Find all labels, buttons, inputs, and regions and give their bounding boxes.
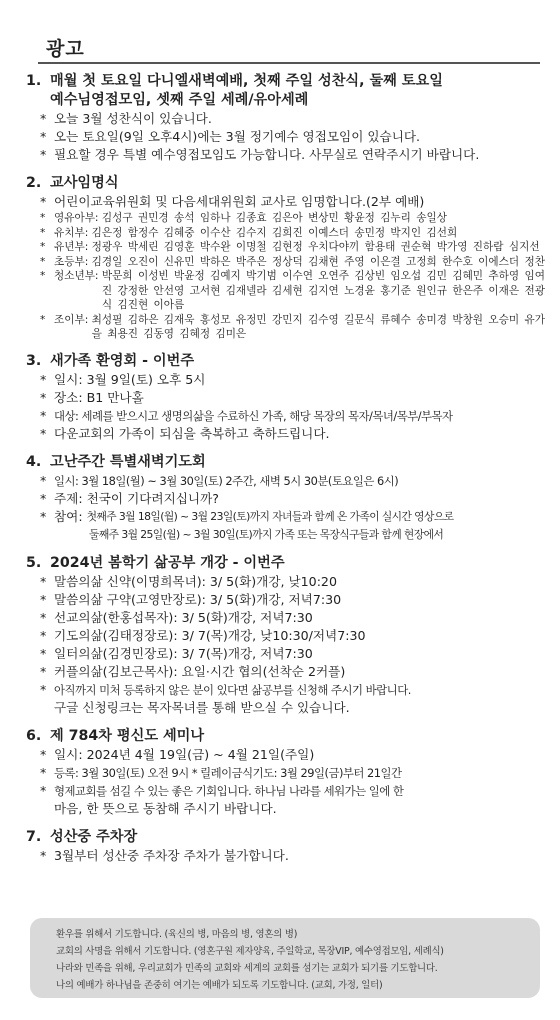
- join-label: 참여:: [54, 508, 83, 524]
- section-number: 6.: [26, 727, 42, 744]
- list-item: * 커플의삶(김보근목사): 요일·시간 협의(선착순 2커플): [40, 663, 346, 679]
- list-item: * 기도의삶(김태정장로): 3/ 7(목)개강, 낮10:30/저녁7:30: [40, 627, 366, 643]
- bullet-icon: *: [40, 313, 46, 326]
- group-names: 정광우 박세린 김영훈 박수완 이명철 김현정 우치다야끼 함용태 권순혁 박가영 진하람 심지선: [91, 241, 540, 253]
- group-label: 조이부:: [54, 313, 89, 326]
- bullet-icon: *: [40, 627, 47, 643]
- prayer-line: 나라와 민족을 위해, 우리교회가 민족의 교회와 세계의 교회를 섬기는 교회가 되기를 기도합니다.: [56, 963, 438, 974]
- section-title: 성산중 주차장: [50, 828, 138, 845]
- section-title: 매월 첫 토요일 다니엘새벽예배, 첫째 주일 성찬식, 둘째 토요일: [50, 73, 443, 89]
- group-names: 김경일 오진이 신유민 박하은 박주은 정상덕 김채현 주영 이은결 고정희 한수호 이에스더 정찬: [91, 255, 545, 268]
- bullet-icon: *: [40, 508, 47, 524]
- teacher-group: [26, 211, 546, 226]
- bullet-icon: *: [40, 847, 47, 863]
- list-item: * 참여: 첫째주 3월 18일(월) ~ 3월 23일(토)까지 자녀들과 함께 온 가족이 실시간 영상으로: [40, 508, 454, 524]
- list-item-cont: 둘째주 3월 25일(월) ~ 3월 30일(토)까지 가족 또는 목장식구들과 함께 현장에서: [89, 527, 444, 541]
- list-item: * 다운교회의 가족이 되심을 축복하고 축하드립니다.: [40, 425, 330, 441]
- group-names: 김성구 권민경 송석 임하나 김종효 김은아 변상민 황윤정 김누리 송일상: [101, 212, 447, 224]
- bullet-icon: *: [40, 782, 47, 798]
- bullet-icon: *: [40, 255, 46, 268]
- prayer-line: 교회의 사명을 위해서 기도합니다. (영혼구원 제자양육, 주일학교, 목장VIP, 예수영접모임, 세례식): [56, 946, 444, 957]
- list-item: * 선교의삶(한홍섭목자): 3/ 5(화)개강, 저녁7:30: [40, 609, 313, 625]
- section-parking: [26, 828, 546, 865]
- list-item: * 일시: 2024년 4월 19일(금) ~ 4월 21일(주일): [40, 746, 315, 762]
- group-label: 청소년부:: [54, 270, 99, 282]
- teacher-group: [26, 255, 546, 270]
- section-number: 1.: [26, 73, 42, 89]
- bullet-icon: *: [40, 425, 47, 441]
- bullet-icon: *: [40, 681, 47, 697]
- bullet-icon: *: [40, 129, 47, 144]
- bullet-icon: *: [40, 764, 47, 780]
- list-item: * 아직까지 미처 등록하지 않은 분이 있다면 삶공부를 신청해 주시기 바랍니다.: [40, 681, 411, 697]
- list-item: * 어린이교육위원회 및 다음세대위원회 교사로 임명합니다.(2부 예배): [40, 194, 425, 209]
- prayer-line: 환우를 위해서 기도합니다. (육신의 병, 마음의 병, 영혼의 병): [56, 929, 298, 940]
- bullet-icon: *: [40, 573, 47, 589]
- bullet-icon: *: [40, 645, 47, 661]
- bullet-icon: *: [40, 194, 47, 209]
- teacher-group: [26, 226, 546, 241]
- teacher-group: [26, 313, 546, 342]
- list-item: * 대상: 세례를 받으시고 생명의삶을 수료하신 가족, 해당 목장의 목자/목녀/목부/부목자: [40, 407, 453, 423]
- list-item: * 3월부터 성산중 주차장 주차가 불가합니다.: [40, 847, 289, 863]
- list-item: * 오늘 3월 성찬식이 있습니다.: [40, 111, 212, 126]
- bullet-icon: *: [40, 147, 47, 162]
- bullet-icon: *: [40, 472, 47, 488]
- section-number: 3.: [26, 352, 42, 369]
- group-names: 최성필 김하은 김재욱 홍성모 유정민 강민지 김수영 길문식 류혜수 송미경 박창원 오승미 유가을 최용진 김동영 김혜정 김미은: [91, 313, 545, 340]
- group-label: 초등부:: [54, 255, 89, 268]
- section-title: 새가족 환영회 - 이번주: [50, 352, 195, 369]
- group-label: 영유아부:: [54, 212, 99, 224]
- section-title: 고난주간 특별새벽기도회: [50, 453, 206, 470]
- list-item: * 말씀의삶 신약(이명희목녀): 3/ 5(화)개강, 낮10:20: [40, 573, 337, 589]
- bullet-icon: *: [40, 212, 46, 224]
- list-item: * 필요할 경우 특별 예수영접모임도 가능합니다. 사무실로 연락주시기 바랍니다.: [40, 147, 480, 162]
- list-item: * 오는 토요일(9일 오후4시)에는 3월 정기예수 영접모임이 있습니다.: [40, 129, 421, 144]
- list-item: * 일터의삶(김경민장로): 3/ 7(목)개강, 저녁7:30: [40, 645, 313, 661]
- bullet-icon: *: [40, 389, 47, 405]
- list-item: * 장소: B1 만나홀: [40, 389, 144, 405]
- group-names: 박문희 이성빈 박윤정 김예지 박기범 이수연 오연주 김상빈 임오섭 김민 김혜민 추하영 임여진 강정한 안선영 고서현 김재넬라 김세현 김지연 노경윤 홍기준 원인규 한은주 이재은 전광식 김진현 이아름: [101, 270, 545, 311]
- bullet-icon: *: [40, 111, 47, 126]
- section-communion: [26, 72, 546, 164]
- section-number: 7.: [26, 828, 42, 845]
- list-item: * 형제교회를 섬길 수 있는 좋은 기회입니다. 하나님 나라를 세워가는 일에 한: [40, 782, 404, 798]
- bullet-icon: *: [40, 241, 46, 253]
- bullet-icon: *: [40, 609, 47, 625]
- title-divider: [38, 62, 540, 64]
- teacher-group: [26, 269, 546, 313]
- section-teacher-appointment: [26, 174, 546, 342]
- section-title: 제 784차 평신도 세미나: [50, 727, 205, 744]
- list-item-cont: 마음, 한 뜻으로 동참해 주시기 바랍니다.: [54, 800, 277, 816]
- section-newcomer-welcome: [26, 352, 546, 443]
- group-label: 유치부:: [54, 226, 89, 239]
- bullet-icon: *: [40, 407, 47, 423]
- list-item: * 말씀의삶 구약(고영만장로): 3/ 5(화)개강, 저녁7:30: [40, 591, 342, 607]
- list-item: * 일시: 3월 18일(월) ~ 3월 30일(토) 2주간, 새벽 5시 30분(토요일은 6시): [40, 472, 399, 488]
- bullet-icon: *: [40, 270, 46, 282]
- bullet-icon: *: [40, 490, 47, 506]
- page-title: 광고: [46, 38, 85, 60]
- bullet-icon: *: [40, 371, 47, 387]
- list-item-cont: 구글 신청링크는 목자목녀를 통해 받으실 수 있습니다.: [54, 699, 350, 715]
- list-item: * 일시: 3월 9일(토) 오후 5시: [40, 371, 206, 387]
- section-title: 2024년 봄학기 삶공부 개강 - 이번주: [50, 554, 285, 571]
- bullet-icon: *: [40, 746, 47, 762]
- teacher-group: [26, 240, 546, 255]
- bullet-icon: *: [40, 663, 47, 679]
- section-title: 교사임명식: [50, 175, 119, 191]
- section-passion-week-prayer: [26, 453, 546, 544]
- bullet-icon: *: [40, 591, 47, 607]
- group-names: 김은정 함정수 김혜중 이수산 김수지 김희진 이예스더 송민정 박지인 김선희: [91, 226, 458, 239]
- list-item: * 등록: 3월 30일(토) 오전 9시 * 릴레이금식기도: 3월 29일(금)부터 21일간: [40, 764, 402, 780]
- prayer-line: 나의 예배가 하나님을 존중히 여기는 예배가 되도록 기도합니다. (교회, 가정, 일터): [56, 980, 383, 991]
- section-title-cont: 예수님영접모임, 셋째 주일 세례/유아세례: [50, 92, 309, 108]
- group-label: 유년부:: [54, 241, 89, 253]
- prayer-box: [30, 918, 540, 998]
- list-item: * 주제: 천국이 기다려지십니까?: [40, 490, 219, 506]
- section-number: 5.: [26, 554, 42, 571]
- section-number: 4.: [26, 453, 42, 470]
- bullet-icon: *: [40, 226, 46, 239]
- section-spring-courses: [26, 554, 546, 717]
- announcement-list: [26, 72, 546, 875]
- section-lay-seminar: [26, 727, 546, 818]
- section-number: 2.: [26, 175, 42, 191]
